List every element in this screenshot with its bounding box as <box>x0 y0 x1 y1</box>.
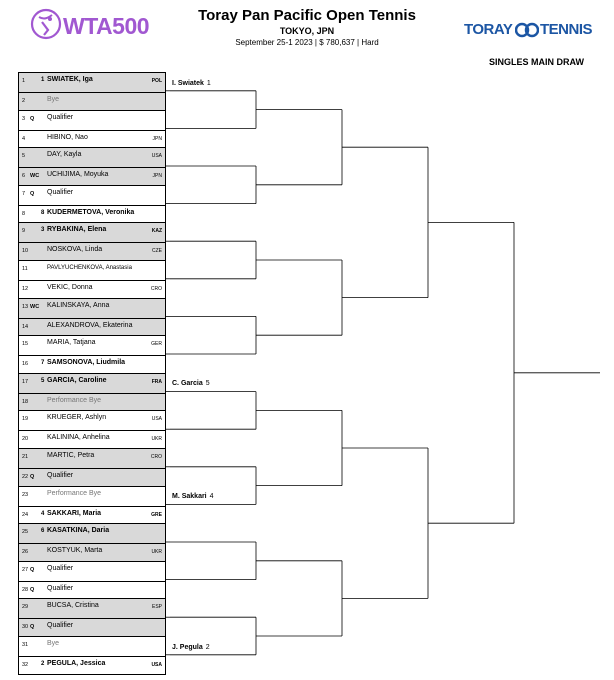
draw-position: 22 <box>22 474 29 480</box>
draw-position: 27 <box>22 566 29 573</box>
draw-position: 31 <box>22 642 29 648</box>
draw-position: 30 <box>22 624 29 631</box>
draw-position: 9 <box>22 228 26 235</box>
player-name: Qualifier <box>47 113 74 121</box>
player-country: KAZ <box>151 228 162 235</box>
draw-position: 8 <box>22 210 26 217</box>
player-name: UCHIJIMA, Moyuka <box>47 171 109 179</box>
player-name: DAY, Kayla <box>47 151 82 159</box>
entry-status: Q <box>30 474 35 480</box>
draw-position: 18 <box>22 398 29 405</box>
player-name: Qualifier <box>47 564 74 572</box>
draw-position: 6 <box>22 173 26 180</box>
seed-number: 8 <box>41 209 45 216</box>
player-name: MARTIC, Petra <box>47 452 95 459</box>
draw-position: 21 <box>22 454 29 460</box>
draw-position: 25 <box>22 529 29 536</box>
second-round-name: J. Pegula <box>172 644 203 651</box>
player-name: MARIA, Tatjana <box>47 339 96 347</box>
player-name: HIBINO, Nao <box>47 133 88 141</box>
draw-position: 14 <box>22 323 29 330</box>
player-name: GARCIA, Caroline <box>47 376 107 384</box>
player-country: CRO <box>150 286 162 292</box>
player-name: Performance Bye <box>47 396 102 404</box>
draw-position: 2 <box>22 98 26 104</box>
seed-number: 3 <box>41 227 45 234</box>
second-round-seed: 5 <box>205 380 210 387</box>
draw-position: 19 <box>22 416 29 423</box>
draw-position: 11 <box>22 266 28 272</box>
player-name: SAMSONOVA, Liudmila <box>47 359 126 367</box>
player-name: KRUEGER, Ashlyn <box>47 414 107 422</box>
entry-status: Q <box>30 624 35 631</box>
draw-position: 5 <box>22 153 26 160</box>
seed-number: 4 <box>41 510 45 517</box>
player-name: PAVLYUCHENKOVA, Anastasia <box>47 265 132 271</box>
draw-position: 32 <box>22 662 29 668</box>
player-name: VEKIC, Donna <box>47 284 93 291</box>
entry-status: WC <box>30 173 40 180</box>
second-round-entry <box>172 644 210 651</box>
draw-title: SINGLES MAIN DRAW <box>488 57 584 67</box>
draw-position: 17 <box>22 378 29 385</box>
player-country: USA <box>151 662 162 668</box>
draw-position: 28 <box>22 586 29 593</box>
tennis-logo-text: TENNIS <box>540 21 593 38</box>
player-name: KASATKINA, Daria <box>47 527 110 535</box>
player-name: Performance Bye <box>47 489 102 497</box>
player-name: KOSTYUK, Marta <box>47 547 103 555</box>
second-round-entry <box>172 493 214 500</box>
second-round-entry <box>172 380 210 387</box>
player-name: KALININA, Anhelina <box>47 434 110 442</box>
tournament-details: September 25-1 2023 | $ 780,637 | Hard <box>235 38 379 47</box>
tournament-location: TOKYO, JPN <box>279 26 335 36</box>
draw-position: 3 <box>22 115 26 122</box>
entry-status: WC <box>30 303 40 310</box>
second-round-seed: 4 <box>209 493 214 500</box>
player-name: KUDERMETOVA, Veronika <box>47 208 135 216</box>
draw-position: 4 <box>22 135 26 142</box>
player-country: USA <box>151 416 162 423</box>
second-round-name: M. Sakkari <box>172 493 207 500</box>
draw-position: 20 <box>22 436 29 443</box>
draw-position: 10 <box>22 248 29 255</box>
player-country: JPN <box>152 173 162 180</box>
second-round-seed: 1 <box>206 80 211 87</box>
draw-position: 13 <box>22 303 29 310</box>
draw-position: 29 <box>22 604 29 611</box>
seed-number: 5 <box>41 377 45 384</box>
draw-position: 7 <box>22 190 26 197</box>
entry-status: Q <box>30 586 35 593</box>
player-country: ESP <box>151 604 162 611</box>
player-name: Qualifier <box>47 472 74 479</box>
player-name: PEGULA, Jessica <box>47 660 106 667</box>
player-name: RYBAKINA, Elena <box>47 226 107 234</box>
player-name: Qualifier <box>47 584 74 592</box>
player-name: Qualifier <box>47 188 74 196</box>
second-round-name: C. Garcia <box>172 380 203 387</box>
player-country: UKR <box>151 549 162 556</box>
seed-number: 2 <box>41 661 45 667</box>
entry-status: Q <box>30 566 35 573</box>
seed-number: 1 <box>41 77 45 83</box>
player-country: POL <box>151 78 162 84</box>
tournament-title: Toray Pan Pacific Open Tennis <box>198 7 416 24</box>
draw-position: 23 <box>22 491 29 498</box>
second-round-name: I. Swiatek <box>172 80 204 87</box>
draw-position: 1 <box>22 78 26 84</box>
player-name: NOSKOVA, Linda <box>47 246 103 254</box>
player-name: Bye <box>47 96 60 103</box>
player-name: KALINSKAYA, Anna <box>47 301 110 309</box>
draw-position: 24 <box>22 511 29 518</box>
seed-number: 7 <box>41 360 45 367</box>
entry-status: Q <box>30 115 35 122</box>
player-country: CRO <box>150 454 162 460</box>
player-country: GER <box>151 341 162 348</box>
toray-logo-text: TORAY <box>464 21 513 38</box>
player-name: Qualifier <box>47 622 74 630</box>
seed-number: 6 <box>41 528 45 535</box>
player-country: FRA <box>151 378 162 385</box>
player-country: USA <box>151 153 162 160</box>
player-name: ALEXANDROVA, Ekaterina <box>47 321 133 329</box>
player-name: SAKKARI, Maria <box>47 509 102 517</box>
player-country: CZE <box>152 248 162 255</box>
player-country: UKR <box>151 436 162 443</box>
player-country: GRE <box>151 511 162 518</box>
second-round-seed: 2 <box>205 644 210 651</box>
player-name: SWIATEK, Iga <box>47 76 93 83</box>
player-name: Bye <box>47 640 60 647</box>
entry-status: Q <box>30 190 35 197</box>
draw-position: 15 <box>22 341 29 348</box>
wta-logo-text: WTA500 <box>63 13 150 39</box>
draw-position: 12 <box>22 286 29 292</box>
draw-position: 16 <box>22 361 29 368</box>
second-round-entry <box>172 80 211 87</box>
player-name: BUCSA, Cristina <box>47 602 99 610</box>
player-country: JPN <box>152 135 162 142</box>
draw-position: 26 <box>22 549 29 556</box>
